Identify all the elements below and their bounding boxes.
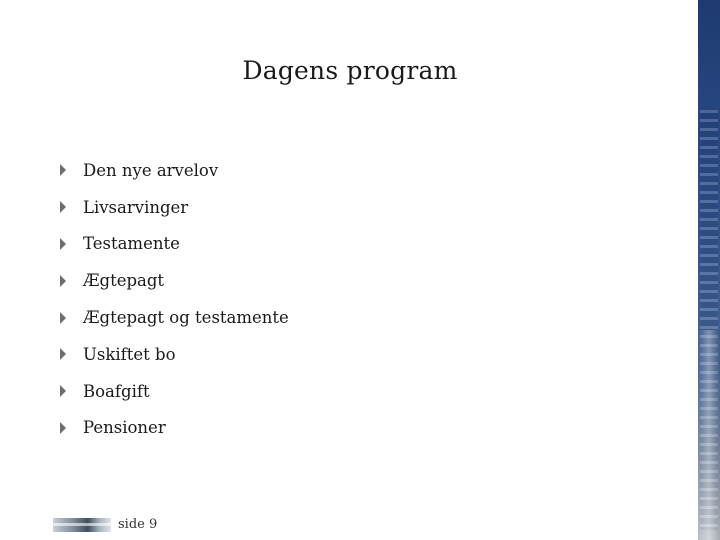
list-item (58, 152, 289, 189)
triangle-right-icon (60, 422, 66, 434)
list-item (58, 262, 289, 299)
footer-logo-band (53, 523, 111, 526)
list-item-label: Boafgift (83, 381, 150, 401)
triangle-right-icon (60, 348, 66, 360)
agenda-list (58, 152, 289, 446)
list-item-label: Uskiftet bo (83, 344, 176, 364)
decorative-side-image (698, 0, 720, 540)
list-item (58, 410, 289, 447)
triangle-right-icon (60, 312, 66, 324)
triangle-right-icon (60, 201, 66, 213)
list-item (58, 226, 289, 263)
triangle-right-icon (60, 385, 66, 397)
triangle-right-icon (60, 275, 66, 287)
page-number: side 9 (118, 517, 158, 532)
slide-title (0, 56, 700, 85)
slide-title-text: Dagens program (242, 56, 458, 85)
list-item-label: Testamente (83, 234, 180, 254)
list-item (58, 299, 289, 336)
list-item-label: Ægtepagt (83, 271, 165, 291)
footer-logo (53, 518, 111, 532)
triangle-right-icon (60, 164, 66, 176)
list-item (58, 373, 289, 410)
triangle-right-icon (60, 238, 66, 250)
list-item-label: Den nye arvelov (83, 160, 219, 180)
list-item-label: Pensioner (83, 418, 166, 438)
list-item (58, 189, 289, 226)
list-item-label: Ægtepagt og testamente (83, 308, 289, 328)
list-item (58, 336, 289, 373)
list-item-label: Livsarvinger (83, 197, 189, 217)
